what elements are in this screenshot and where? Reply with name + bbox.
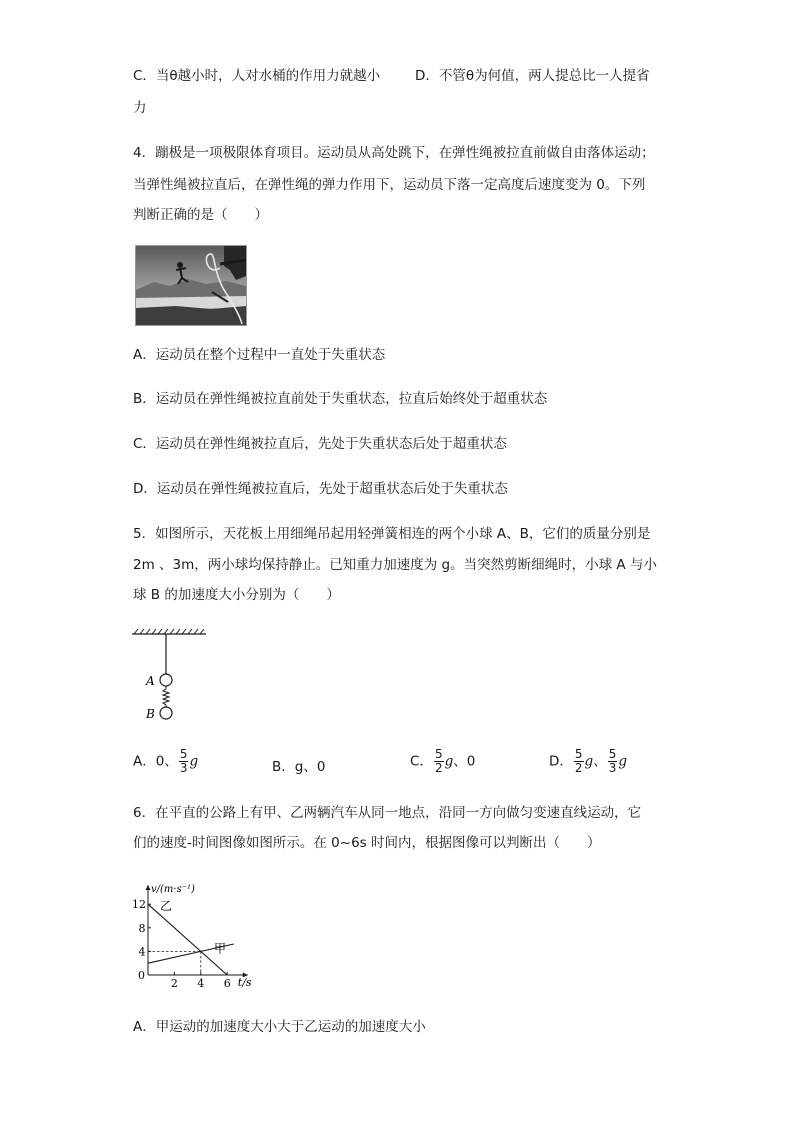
q5-stem-line-1: 5．如图所示，天花板上用细绳吊起用轻弹簧相连的两个小球 A、B，它们的质量分别是 (133, 526, 651, 542)
q5-stem-line-2: 2m 、3m，两小球均保持静止。已知重力加速度为 g。当突然剪断细绳时，小球 A 与小 (133, 557, 657, 573)
y-tick-label: 12 (132, 898, 146, 912)
q5-option-a (133, 748, 198, 775)
q4-stem-line-3: 判断正确的是（ ） (133, 207, 268, 223)
fraction-5-3 (179, 748, 189, 775)
g-symbol: g (444, 753, 454, 770)
bungee-jump-photo (135, 245, 247, 326)
velocity-time-graph (128, 877, 268, 989)
q5-option-d-separator: 、 (593, 753, 607, 770)
q5-option-a-prefix: A．0、 (133, 753, 178, 770)
ball-b (160, 707, 172, 719)
origin-label: 0 (138, 969, 145, 982)
q5-option-c (410, 748, 475, 775)
q5-option-d (549, 748, 627, 775)
fraction-numerator: 5 (574, 747, 583, 761)
spring (163, 686, 169, 707)
y-axis-label: v/(m·s⁻¹) (151, 884, 195, 895)
x-tick-label: 2 (170, 977, 178, 989)
g-symbol: g (584, 753, 594, 770)
y-tick-label: 4 (138, 945, 146, 959)
q5-stem-line-3: 球 B 的加速度大小分别为（ ） (133, 587, 340, 603)
label-b: B (146, 707, 155, 721)
fraction-5-2 (434, 748, 444, 775)
q5-option-c-suffix: 、0 (453, 753, 476, 770)
spring-balls-diagram (128, 628, 218, 723)
series-line-0 (148, 904, 227, 975)
q3-option-c: C．当θ越小时，人对水桶的作用力就越小 (133, 68, 381, 84)
ball-a (160, 674, 172, 686)
q3-option-d-continued: 力 (133, 100, 147, 116)
velocity-time-chart-svg (128, 877, 268, 989)
fraction-numerator: 5 (179, 747, 188, 761)
fraction-denominator: 3 (179, 761, 188, 775)
y-axis-arrow (146, 885, 151, 890)
q6-stem-line-2: 们的速度-时间图像如图所示。在 0~6s 时间内，根据图像可以判断出（ ） (133, 835, 601, 851)
label-a: A (146, 674, 155, 688)
x-axis-label: t/s (237, 976, 252, 989)
q4-stem-line-2: 当弹性绳被拉直后，在弹性绳的弹力作用下，运动员下落一定高度后速度变为 0。下列 (133, 177, 646, 193)
q4-option-b: B．运动员在弹性绳被拉直前处于失重状态，拉直后始终处于超重状态 (133, 391, 548, 407)
q3-option-d: D．不管θ为何值，两人提总比一人提省 (415, 68, 650, 84)
y-tick-label: 8 (138, 921, 146, 935)
series-label-1: 甲 (214, 941, 227, 956)
x-tick-label: 4 (197, 977, 205, 989)
fraction-denominator: 3 (608, 761, 617, 775)
q5-option-d-prefix: D． (549, 753, 573, 770)
q5-option-b: B．g、0 (272, 759, 326, 775)
q4-option-c: C．运动员在弹性绳被拉直后，先处于失重状态后处于超重状态 (133, 436, 507, 452)
series-label-0: 乙 (160, 899, 173, 914)
g-symbol: g (618, 753, 627, 770)
q4-stem-line-1: 4．蹦极是一项极限体育项目。运动员从高处跳下，在弹性绳被拉直前做自由落体运动； (133, 145, 655, 161)
fraction-denominator: 2 (434, 761, 443, 775)
q6-option-a: A．甲运动的加速度大小大于乙运动的加速度大小 (133, 1019, 426, 1035)
fraction-5-2 (574, 748, 584, 775)
fraction-numerator: 5 (434, 747, 443, 761)
q5-option-c-prefix: C． (410, 753, 433, 770)
x-tick-label: 6 (223, 977, 231, 989)
fraction-5-3 (608, 748, 618, 775)
ceiling-hatch (134, 629, 204, 634)
q4-option-a: A．运动员在整个过程中一直处于失重状态 (133, 347, 386, 363)
g-symbol: g (189, 753, 199, 770)
fraction-denominator: 2 (574, 761, 583, 775)
fraction-numerator: 5 (608, 747, 617, 761)
q4-option-d: D．运动员在弹性绳被拉直后，先处于超重状态后处于失重状态 (133, 481, 508, 497)
q6-stem-line-1: 6．在平直的公路上有甲、乙两辆汽车从同一地点，沿同一方向做匀变速直线运动，它 (133, 805, 642, 821)
